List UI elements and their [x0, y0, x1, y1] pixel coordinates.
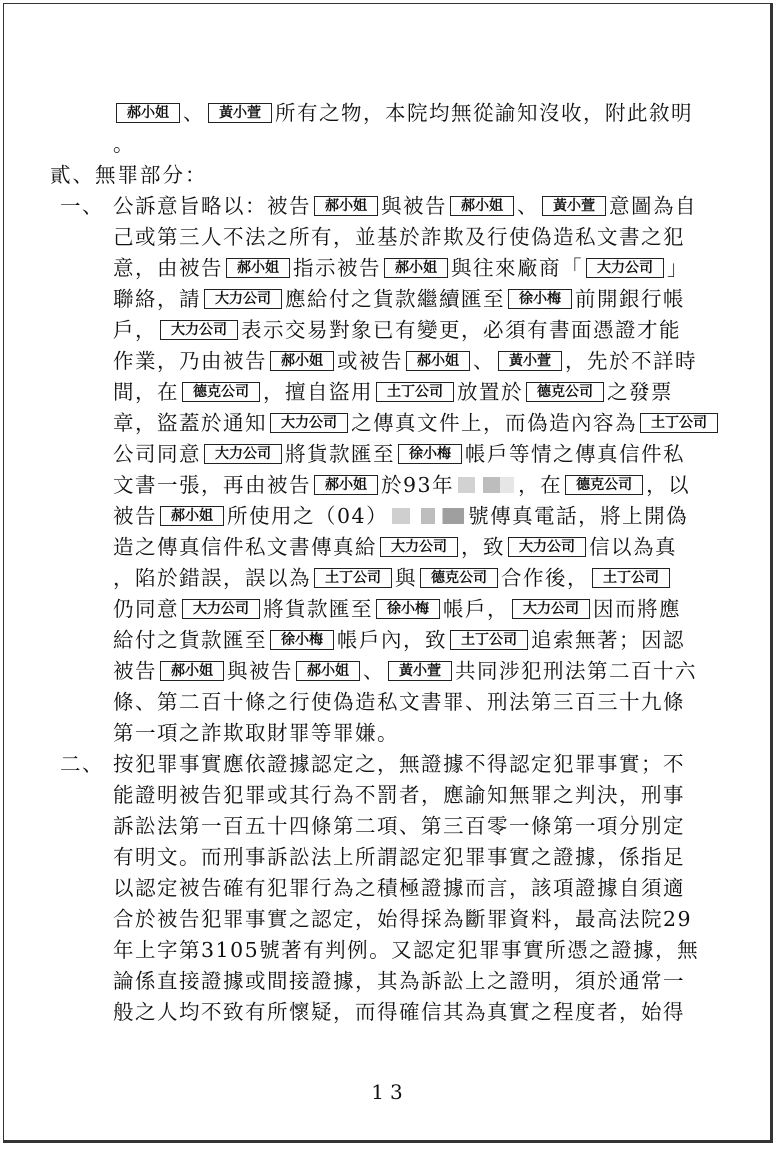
text-line: [50, 935, 740, 966]
blurred-redaction: [458, 477, 514, 493]
text-line: [50, 501, 740, 532]
text-segment: 帳戶等情之傳真信件私: [465, 442, 685, 466]
redacted-name-box: 大力公司: [160, 320, 238, 340]
redacted-name-box: 郝小姐: [406, 351, 470, 371]
redacted-name-box: 郝小姐: [314, 196, 378, 216]
text-segment: ，擅自盜用: [263, 380, 373, 404]
redacted-name-box: 郝小姐: [160, 506, 224, 526]
text-segment: 造之傳真信件私文書傳真給: [113, 535, 377, 559]
text-line: [50, 873, 740, 904]
text-line: [50, 842, 740, 873]
redacted-name-box: 大力公司: [204, 289, 282, 309]
text-line: [50, 377, 740, 408]
text-line: [50, 253, 740, 284]
text-line: [50, 160, 740, 191]
redacted-name-box: 徐小梅: [508, 289, 572, 309]
text-segment: 、: [517, 194, 539, 218]
redacted-name-box: 土丁公司: [640, 413, 718, 433]
text-segment: ，先於不詳時: [565, 349, 697, 373]
text-line: [50, 811, 740, 842]
text-segment: 貳、無罪部分：: [50, 163, 208, 187]
text-segment: 意，由被告: [113, 256, 223, 280]
text-segment: 帳戶，: [443, 597, 509, 621]
text-segment: ，陷於錯誤，誤以為: [113, 566, 311, 590]
redacted-name-box: 大力公司: [380, 537, 458, 557]
redacted-name-box: 大力公司: [586, 258, 664, 278]
text-segment: 公訴意旨略以：被告: [113, 194, 311, 218]
text-segment: 於93年: [381, 473, 455, 497]
redacted-name-box: 徐小梅: [376, 599, 440, 619]
text-segment: 被告: [113, 659, 157, 683]
text-line: [50, 966, 740, 997]
list-marker: 一、: [60, 194, 104, 218]
redacted-name-box: 郝小姐: [450, 196, 514, 216]
text-segment: 帳戶內，致: [337, 628, 447, 652]
text-segment: 與被告: [381, 194, 447, 218]
redacted-name-box: 郝小姐: [314, 475, 378, 495]
text-segment: 表示交易對象已有變更，必須有書面憑證才能: [241, 318, 681, 342]
text-segment: 意圖為自: [609, 194, 697, 218]
text-line: [50, 904, 740, 935]
text-line: [50, 129, 740, 160]
text-segment: 能證明被告犯罪或其行為不罰者，應諭知無罪之判決，刑事: [113, 783, 685, 807]
text-segment: 之發票: [607, 380, 673, 404]
text-segment: 章，盜蓋於通知: [113, 411, 267, 435]
redacted-name-box: 郝小姐: [226, 258, 290, 278]
text-segment: 間，在: [113, 380, 179, 404]
text-segment: 與: [395, 566, 417, 590]
text-segment: 訴訟法第一百五十四條第二項、第三百零一條第一項分別定: [113, 814, 685, 838]
redacted-name-box: 土丁公司: [450, 630, 528, 650]
text-line: [50, 780, 740, 811]
text-segment: 所有之物，本院均無從諭知沒收，附此敘明: [275, 101, 693, 125]
text-line: [50, 470, 740, 501]
text-segment: 共同涉犯刑法第二百十六: [455, 659, 697, 683]
redacted-name-box: 土丁公司: [314, 568, 392, 588]
text-segment: 合作後，: [501, 566, 589, 590]
text-line: [50, 408, 740, 439]
text-segment: 般之人均不致有所懷疑，而得確信其為真實之程度者，始得: [113, 1000, 685, 1024]
text-line: [50, 687, 740, 718]
list-marker: 二、: [60, 752, 104, 776]
redacted-name-box: 郝小姐: [384, 258, 448, 278]
redacted-name-box: 黃小萱: [388, 661, 452, 681]
redacted-name-box: 德克公司: [565, 475, 643, 495]
text-segment: 作業，乃由被告: [113, 349, 267, 373]
text-segment: 被告: [113, 504, 157, 528]
redacted-name-box: 郝小姐: [116, 103, 180, 123]
text-line: [50, 718, 740, 749]
text-line: [50, 563, 740, 594]
text-line: [50, 997, 740, 1028]
text-line: [50, 439, 740, 470]
text-segment: 以認定被告確有犯罪行為之積極證據而言，該項證據自須適: [113, 876, 685, 900]
redacted-name-box: 黃小萱: [542, 196, 606, 216]
document-body: [50, 98, 740, 1028]
text-segment: 所使用之（04）: [227, 504, 389, 528]
redacted-name-box: 德克公司: [420, 568, 498, 588]
redacted-name-box: 大力公司: [204, 444, 282, 464]
text-segment: 、: [473, 349, 495, 373]
text-segment: 有明文。而刑事訴訟法上所謂認定犯罪事實之證據，係指足: [113, 845, 685, 869]
text-segment: 條、第二百十條之行使偽造私文書罪、刑法第三百三十九條: [113, 690, 685, 714]
text-segment: ，以: [646, 473, 691, 497]
text-line: [50, 222, 740, 253]
redacted-name-box: 大力公司: [512, 599, 590, 619]
text-segment: 號傳真電話，將上開偽: [468, 504, 689, 528]
redacted-name-box: 郝小姐: [270, 351, 334, 371]
text-segment: 放置於: [457, 380, 523, 404]
text-line: [50, 594, 740, 625]
text-segment: 將貨款匯至: [285, 442, 395, 466]
text-line: [50, 315, 740, 346]
text-segment: ，在: [518, 473, 563, 497]
text-segment: 合於被告犯罪事實之認定，始得採為斷罪資料，最高法院29: [113, 907, 693, 931]
redacted-name-box: 徐小梅: [270, 630, 334, 650]
text-segment: 公司同意: [113, 442, 201, 466]
text-segment: 仍同意: [113, 597, 179, 621]
text-segment: 因而將應: [593, 597, 681, 621]
text-segment: 與往來廠商「: [451, 256, 583, 280]
redacted-name-box: 土丁公司: [376, 382, 454, 402]
text-segment: 與被告: [227, 659, 293, 683]
text-segment: 第一項之詐欺取財罪等罪嫌。: [113, 721, 399, 745]
text-segment: 按犯罪事實應依證據認定之，無證據不得認定犯罪事實；不: [113, 752, 685, 776]
text-segment: 之傳真文件上，而偽造內容為: [351, 411, 637, 435]
redacted-name-box: 徐小梅: [398, 444, 462, 464]
text-segment: ，致: [461, 535, 505, 559]
redacted-name-box: 黃小萱: [208, 103, 272, 123]
blurred-redaction: [392, 508, 464, 524]
text-line: [50, 625, 740, 656]
text-line: [50, 656, 740, 687]
text-segment: 年上字第3105號著有判例。又認定犯罪事實所憑之證據，無: [113, 938, 700, 962]
text-segment: 聯絡，請: [113, 287, 201, 311]
text-segment: 文書一張，再由被告: [113, 473, 311, 497]
text-segment: 、: [183, 101, 205, 125]
text-line: [50, 749, 740, 780]
text-segment: 或被告: [337, 349, 403, 373]
redacted-name-box: 大力公司: [270, 413, 348, 433]
redacted-name-box: 郝小姐: [160, 661, 224, 681]
text-line: [50, 284, 740, 315]
redacted-name-box: 郝小姐: [296, 661, 360, 681]
redacted-name-box: 黃小萱: [498, 351, 562, 371]
text-segment: 戶，: [113, 318, 157, 342]
text-line: [50, 98, 740, 129]
redacted-name-box: 大力公司: [182, 599, 260, 619]
text-segment: 信以為真: [589, 535, 677, 559]
text-line: [50, 532, 740, 563]
text-segment: 給付之貨款匯至: [113, 628, 267, 652]
text-segment: 將貨款匯至: [263, 597, 373, 621]
text-line: [50, 191, 740, 222]
text-segment: 應給付之貨款繼續匯至: [285, 287, 505, 311]
text-segment: 指示被告: [293, 256, 381, 280]
text-segment: 論係直接證據或間接證據，其為訴訟上之證明，須於通常一: [113, 969, 685, 993]
page-number: 13: [371, 1080, 409, 1104]
redacted-name-box: 土丁公司: [592, 568, 670, 588]
redacted-name-box: 德克公司: [526, 382, 604, 402]
text-segment: 。: [113, 132, 135, 156]
redacted-name-box: 大力公司: [508, 537, 586, 557]
text-segment: 」: [667, 256, 689, 280]
text-line: [50, 346, 740, 377]
text-segment: 己或第三人不法之所有，並基於詐欺及行使偽造私文書之犯: [113, 225, 685, 249]
text-segment: 前開銀行帳: [575, 287, 685, 311]
text-segment: 追索無著；因認: [531, 628, 685, 652]
redacted-name-box: 德克公司: [182, 382, 260, 402]
text-segment: 、: [363, 659, 385, 683]
